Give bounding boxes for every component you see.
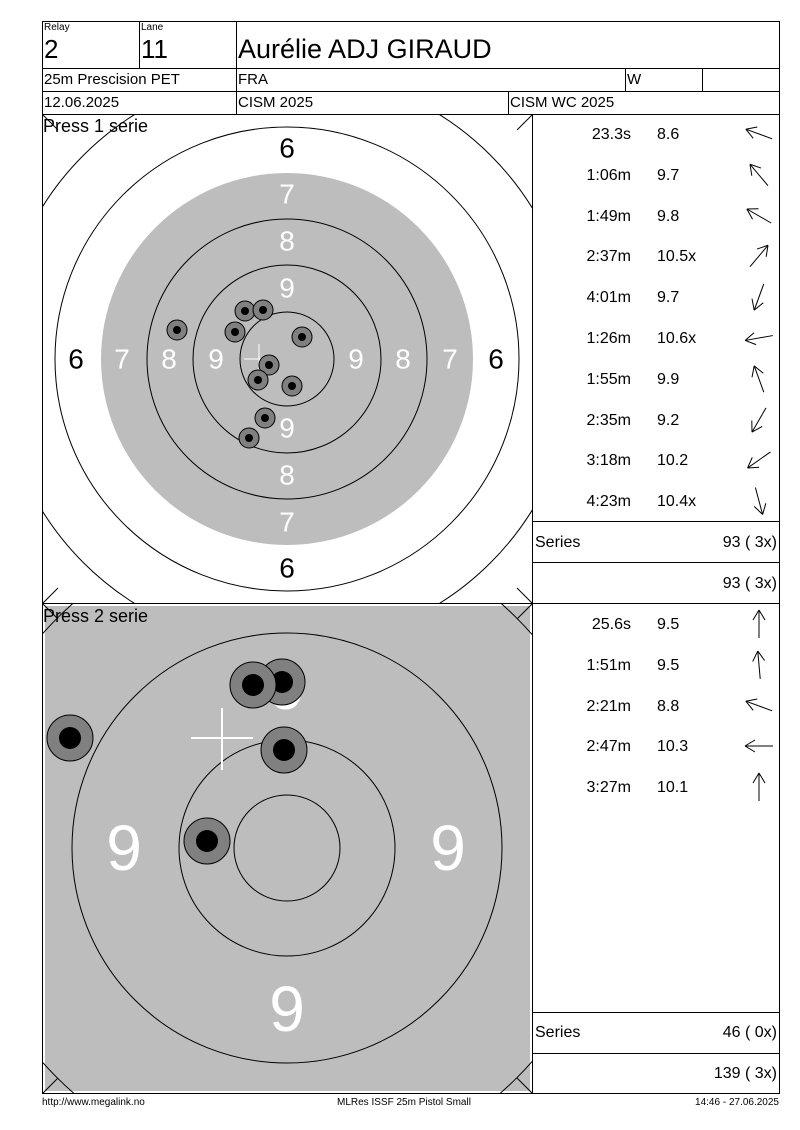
shot-time: 1:26m: [586, 330, 631, 347]
competition: CISM 2025: [238, 94, 314, 111]
shot-time: 2:47m: [586, 738, 631, 756]
frame-line: [42, 68, 780, 69]
series-label: Series: [535, 534, 581, 551]
shot-time: 4:01m: [586, 289, 631, 307]
ring-label: 7: [442, 343, 458, 375]
corner-mark: [43, 588, 58, 603]
shot-time: 25.6s: [591, 616, 631, 633]
lane-label: Lane: [141, 22, 164, 33]
shot-hole: [239, 428, 259, 448]
direction-arrow-icon: [739, 686, 779, 726]
shot-time: 3:27m: [586, 779, 631, 797]
shot-time: 2:37m: [586, 248, 631, 266]
ring-label: 9: [106, 812, 142, 884]
shot-score: 10.3: [657, 738, 689, 756]
shot-hole: [261, 727, 307, 773]
ring-label: 6: [68, 343, 84, 375]
ring-label: 6: [279, 552, 295, 584]
direction-arrow-icon: [739, 277, 779, 317]
shot-score: 9.8: [657, 207, 680, 225]
shot-score: 8.6: [657, 126, 680, 143]
shooter-name: Aurélie ADJ GIRAUD: [238, 34, 492, 64]
event-name: 25m Prescision PET: [44, 71, 180, 88]
date: 12.06.2025: [44, 94, 120, 111]
frame-line: [236, 21, 237, 114]
shot-hole: [255, 408, 275, 428]
series-total: 46 ( 0x): [722, 1024, 777, 1041]
frame-line: [702, 68, 703, 91]
ring-label: 9: [208, 343, 224, 375]
shot-hole: [225, 322, 245, 342]
direction-arrow-icon: [739, 155, 779, 195]
footer-url[interactable]: http://www.megalink.no: [42, 1097, 145, 1108]
corner-mark: [517, 588, 532, 603]
divider: [532, 1012, 780, 1013]
direction-arrow-icon: [739, 318, 779, 358]
direction-arrow-icon: [739, 481, 779, 521]
category: W: [627, 71, 642, 88]
lane-value: 11: [141, 34, 168, 64]
shot-time: 2:21m: [586, 697, 631, 715]
running-total: 93 ( 3x): [722, 575, 777, 592]
match-name: CISM WC 2025: [510, 94, 615, 111]
direction-arrow-icon: [739, 726, 779, 766]
direction-arrow-icon: [739, 440, 779, 480]
shot-score: 9.7: [657, 289, 680, 307]
ring-label: 9: [348, 343, 364, 375]
shot-score: 9.9: [657, 370, 680, 388]
series-2-summary: [533, 1024, 779, 1064]
shot-score: 9.2: [657, 411, 680, 429]
series-2-title: Press 2 serie: [43, 606, 149, 626]
shot-score: 9.5: [657, 656, 680, 674]
ring-label: 6: [279, 132, 295, 164]
nation: FRA: [238, 71, 268, 88]
ring-label: 9: [269, 973, 305, 1045]
ring-label: 8: [279, 225, 295, 257]
direction-arrow-icon: [739, 400, 779, 440]
shot-hole: [292, 327, 312, 347]
shot-score: 9.7: [657, 166, 680, 184]
footer-timestamp: 14:46 - 27.06.2025: [695, 1097, 779, 1108]
target-series-2: [43, 604, 532, 1093]
shot-time: 23.3s: [591, 126, 631, 143]
frame-line: [779, 21, 780, 1094]
ring-label: 7: [279, 506, 295, 538]
ring-label: 9: [279, 412, 295, 444]
shot-score: 9.5: [657, 616, 680, 633]
series-1-title: Press 1 serie: [43, 116, 149, 136]
shot-score: 8.8: [657, 697, 680, 715]
ring-label: 8: [279, 459, 295, 491]
ring-label: 9: [430, 812, 466, 884]
shot-score: 10.5x: [657, 248, 697, 266]
frame-line: [625, 68, 626, 91]
shot-hole: [253, 300, 273, 320]
shot-time: 1:49m: [586, 207, 631, 225]
direction-arrow-icon: [739, 359, 779, 399]
direction-arrow-icon: [739, 767, 779, 807]
shot-hole: [235, 301, 255, 321]
series-1-summary: [533, 534, 779, 574]
direction-arrow-icon: [739, 645, 779, 685]
shot-hole: [184, 818, 230, 864]
target-series-1: [43, 115, 532, 603]
frame-line: [508, 91, 509, 114]
ring-label: 8: [395, 343, 411, 375]
shot-score: 10.2: [657, 452, 689, 470]
ring-label: 9: [279, 272, 295, 304]
series-label: Series: [535, 1024, 581, 1041]
shot-time: 1:55m: [586, 370, 631, 388]
shot-row: [533, 779, 779, 819]
corner-mark: [517, 115, 532, 130]
ring-label: 7: [114, 343, 130, 375]
direction-arrow-icon: [739, 604, 779, 644]
frame-line: [139, 21, 140, 68]
shot-hole: [167, 320, 187, 340]
footer-software: MLRes ISSF 25m Pistol Small: [337, 1097, 471, 1108]
ring-label: 8: [161, 343, 177, 375]
frame-line: [42, 91, 780, 92]
relay-label: Relay: [44, 22, 70, 33]
shot-hole: [47, 715, 93, 761]
running-total: 139 ( 3x): [713, 1065, 777, 1082]
direction-arrow-icon: [739, 196, 779, 236]
shot-score: 10.4x: [657, 493, 697, 511]
shot-time: 1:06m: [586, 166, 631, 184]
shot-time: 3:18m: [586, 452, 631, 470]
ring-label: 7: [279, 178, 295, 210]
relay-value: 2: [44, 34, 59, 64]
ring-label: 6: [488, 343, 504, 375]
shot-time: 4:23m: [586, 493, 631, 511]
shot-hole: [230, 662, 276, 708]
shot-hole: [248, 370, 268, 390]
direction-arrow-icon: [739, 236, 779, 276]
shot-score: 10.6x: [657, 330, 697, 347]
shot-row: [533, 493, 779, 533]
direction-arrow-icon: [739, 114, 779, 154]
shot-time: 1:51m: [586, 656, 631, 674]
shot-time: 2:35m: [586, 411, 631, 429]
shot-score: 10.1: [657, 779, 689, 797]
series-total: 93 ( 3x): [722, 534, 777, 551]
divider: [532, 521, 780, 522]
shot-hole: [282, 376, 302, 396]
